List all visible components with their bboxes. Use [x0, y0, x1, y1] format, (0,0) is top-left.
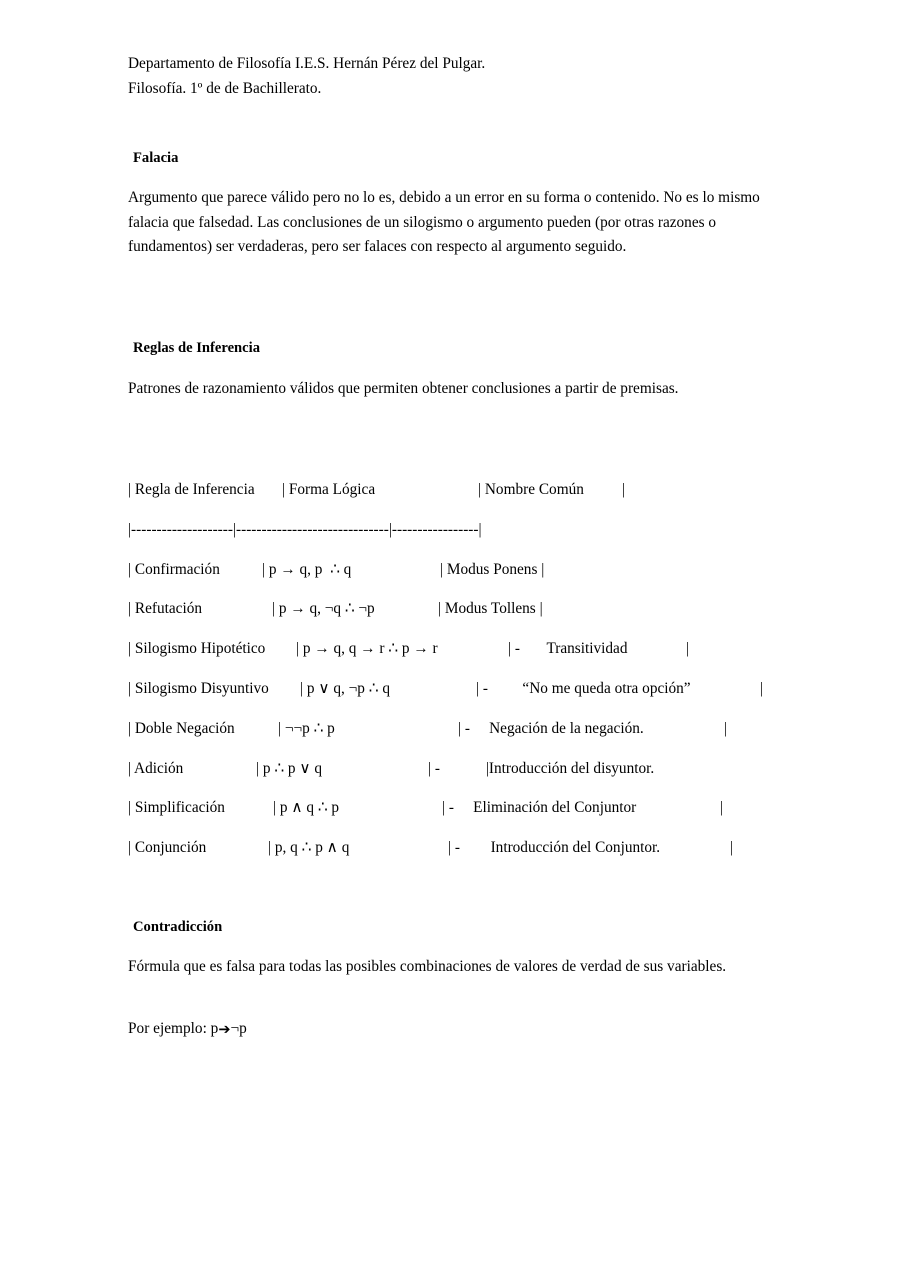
rule-common: | - Negación de la negación. — [458, 719, 644, 737]
rule-formula: | p ∴ p ∨ q — [256, 759, 323, 777]
table-row — [128, 797, 828, 837]
rule-closer: | — [720, 799, 724, 817]
rule-common: | - “No me queda otra opción” — [476, 679, 691, 697]
rule-name: | Simplificación — [128, 799, 225, 817]
rule-formula: | p → q, ¬q ∴ ¬p — [272, 600, 375, 618]
rule-name: | Doble Negación — [128, 719, 235, 737]
header-line-2: Filosofía. 1º de de Bachillerato. — [128, 79, 322, 97]
rule-common: | - Transitividad — [508, 640, 628, 658]
rule-common: | Modus Tollens | — [438, 600, 543, 618]
table-separator-row — [128, 519, 828, 559]
rule-closer: | — [730, 839, 734, 857]
rule-common: | - |Introducción del disyuntor. — [428, 759, 655, 777]
table-header-col-1: | Regla de Inferencia — [128, 481, 259, 498]
section-heading-reglas-de-inferencia: Reglas de Inferencia — [133, 340, 261, 356]
rule-name: | Confirmación — [128, 560, 220, 578]
table-row — [128, 678, 828, 718]
section-body-reglas-de-inferencia: Patrones de razonamiento válidos que permiten obtener conclusiones a partir de premisas. — [128, 380, 679, 397]
rule-common: | - Eliminación del Conjuntor — [442, 799, 637, 817]
rule-formula: | p ∧ q ∴ p — [273, 799, 340, 817]
header-line-1: Departamento de Filosofía I.E.S. Hernán Pérez del Pulgar. — [128, 55, 486, 72]
right-arrow-icon: ➔ — [218, 1022, 231, 1038]
rule-closer: | — [686, 640, 690, 658]
rule-formula: | p → q, q → r ∴ p → r — [296, 640, 438, 658]
section-heading-falacia: Falacia — [133, 150, 179, 166]
table-row — [128, 837, 828, 877]
rule-common: | Modus Ponens | — [440, 560, 545, 578]
table-header-col-2: | Forma Lógica — [282, 481, 376, 498]
rules-table — [128, 479, 828, 877]
document-header — [128, 52, 828, 101]
section-body-contradiccion: Fórmula que es falsa para todas las posibles combinaciones de valores de verdad de sus variables. — [128, 958, 727, 975]
rule-name: | Silogismo Hipotético — [128, 640, 266, 658]
rule-closer: | — [760, 679, 764, 697]
table-row — [128, 559, 828, 599]
rule-closer: | — [724, 719, 728, 737]
rule-common: | - Introducción del Conjuntor. — [448, 839, 661, 857]
table-row — [128, 598, 828, 638]
contradiccion-example — [128, 1017, 247, 1041]
rule-formula: | p, q ∴ p ∧ q — [268, 839, 350, 857]
example-suffix: ¬p — [230, 1020, 247, 1037]
table-row — [128, 638, 828, 678]
table-header-col-3: | Nombre Común — [478, 481, 584, 498]
rule-name: | Adición — [128, 759, 184, 777]
example-prefix: Por ejemplo: p — [128, 1020, 219, 1037]
section-heading-contradiccion: Contradicción — [133, 919, 223, 935]
table-header-row — [128, 479, 828, 519]
table-row — [128, 758, 828, 798]
rule-name: | Silogismo Disyuntivo — [128, 679, 269, 697]
rule-formula: | p ∨ q, ¬p ∴ q — [300, 679, 390, 697]
rule-name: | Refutación — [128, 600, 202, 618]
section-body-falacia: Argumento que parece válido pero no lo es, debido a un error en su forma o contenido. No es lo mismo falacia que falsedad. Las conclusiones de un silogismo o argumento pueden (por otras razones o fundamentos) ser verdaderas, pero ser falaces con respecto al argumento seguido. — [128, 189, 760, 256]
table-separator: |--------------------|------------------------------|-----------------| — [128, 520, 482, 538]
table-row — [128, 718, 828, 758]
rule-formula: | p → q, p ∴ q — [262, 560, 352, 578]
rule-formula: | ¬¬p ∴ p — [278, 719, 335, 737]
table-header-col-4: | — [622, 481, 626, 498]
rule-name: | Conjunción — [128, 839, 207, 857]
